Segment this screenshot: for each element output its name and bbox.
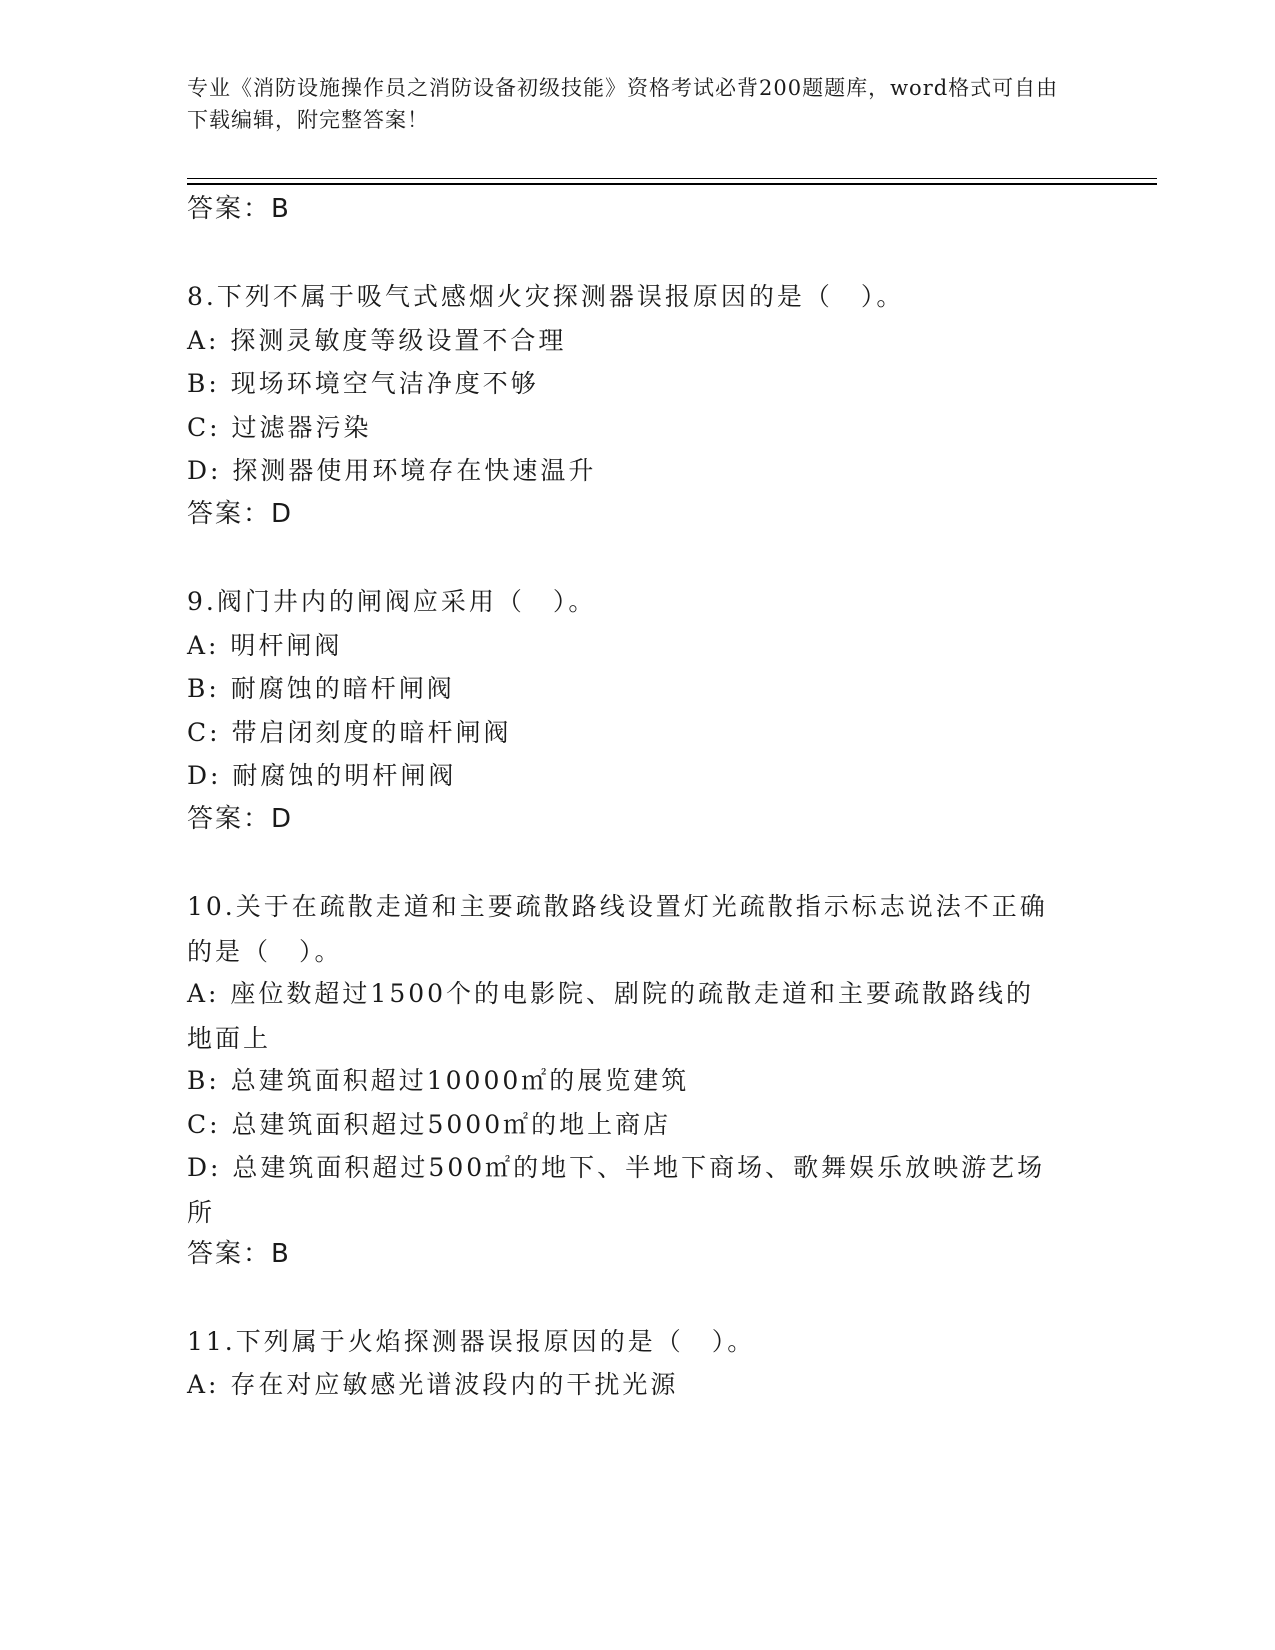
question-9-answer: 答案：D — [187, 804, 294, 834]
question-10-option-d: D: 总建筑面积超过500㎡的地下、半地下商场、歌舞娱乐放映游艺场所 — [187, 1153, 1046, 1227]
question-8-stem: 8.下列不属于吸气式感烟火灾探测器误报原因的是（ ）。 — [187, 282, 905, 311]
header-divider-thick — [187, 183, 1157, 185]
header-divider-thin — [187, 178, 1157, 179]
question-8-option-b: B: 现场环境空气洁净度不够 — [187, 369, 539, 398]
question-9-option-c: C: 带启闭刻度的暗杆闸阀 — [187, 718, 512, 747]
question-10-option-a: A: 座位数超过1500个的电影院、剧院的疏散走道和主要疏散路线的地面上 — [187, 979, 1035, 1053]
question-10-stem: 10.关于在疏散走道和主要疏散路线设置灯光疏散指示标志说法不正确的是（ ）。 — [187, 892, 1048, 966]
question-9-option-b: B: 耐腐蚀的暗杆闸阀 — [187, 674, 455, 703]
previous-answer: 答案：B — [187, 194, 291, 224]
question-11-stem: 11.下列属于火焰探测器误报原因的是（ ）。 — [187, 1327, 756, 1356]
question-9-stem: 9.阀门井内的闸阀应采用（ ）。 — [187, 587, 597, 616]
question-8-answer: 答案：D — [187, 499, 294, 529]
question-10-option-c: C: 总建筑面积超过5000㎡的地上商店 — [187, 1110, 672, 1139]
document-header: 专业《消防设施操作员之消防设备初级技能》资格考试必背200题题库，word格式可自由下载编辑，附完整答案！ — [187, 76, 1059, 132]
question-10-option-b: B: 总建筑面积超过10000㎡的展览建筑 — [187, 1066, 690, 1095]
question-11-option-a: A: 存在对应敏感光谱波段内的干扰光源 — [187, 1370, 679, 1399]
question-9-option-d: D: 耐腐蚀的明杆闸阀 — [187, 761, 457, 790]
question-8-option-a: A: 探测灵敏度等级设置不合理 — [187, 326, 567, 355]
question-9-option-a: A: 明杆闸阀 — [187, 631, 343, 660]
question-10-answer: 答案：B — [187, 1239, 291, 1269]
question-8-option-c: C: 过滤器污染 — [187, 413, 372, 442]
question-8-option-d: D: 探测器使用环境存在快速温升 — [187, 456, 597, 485]
